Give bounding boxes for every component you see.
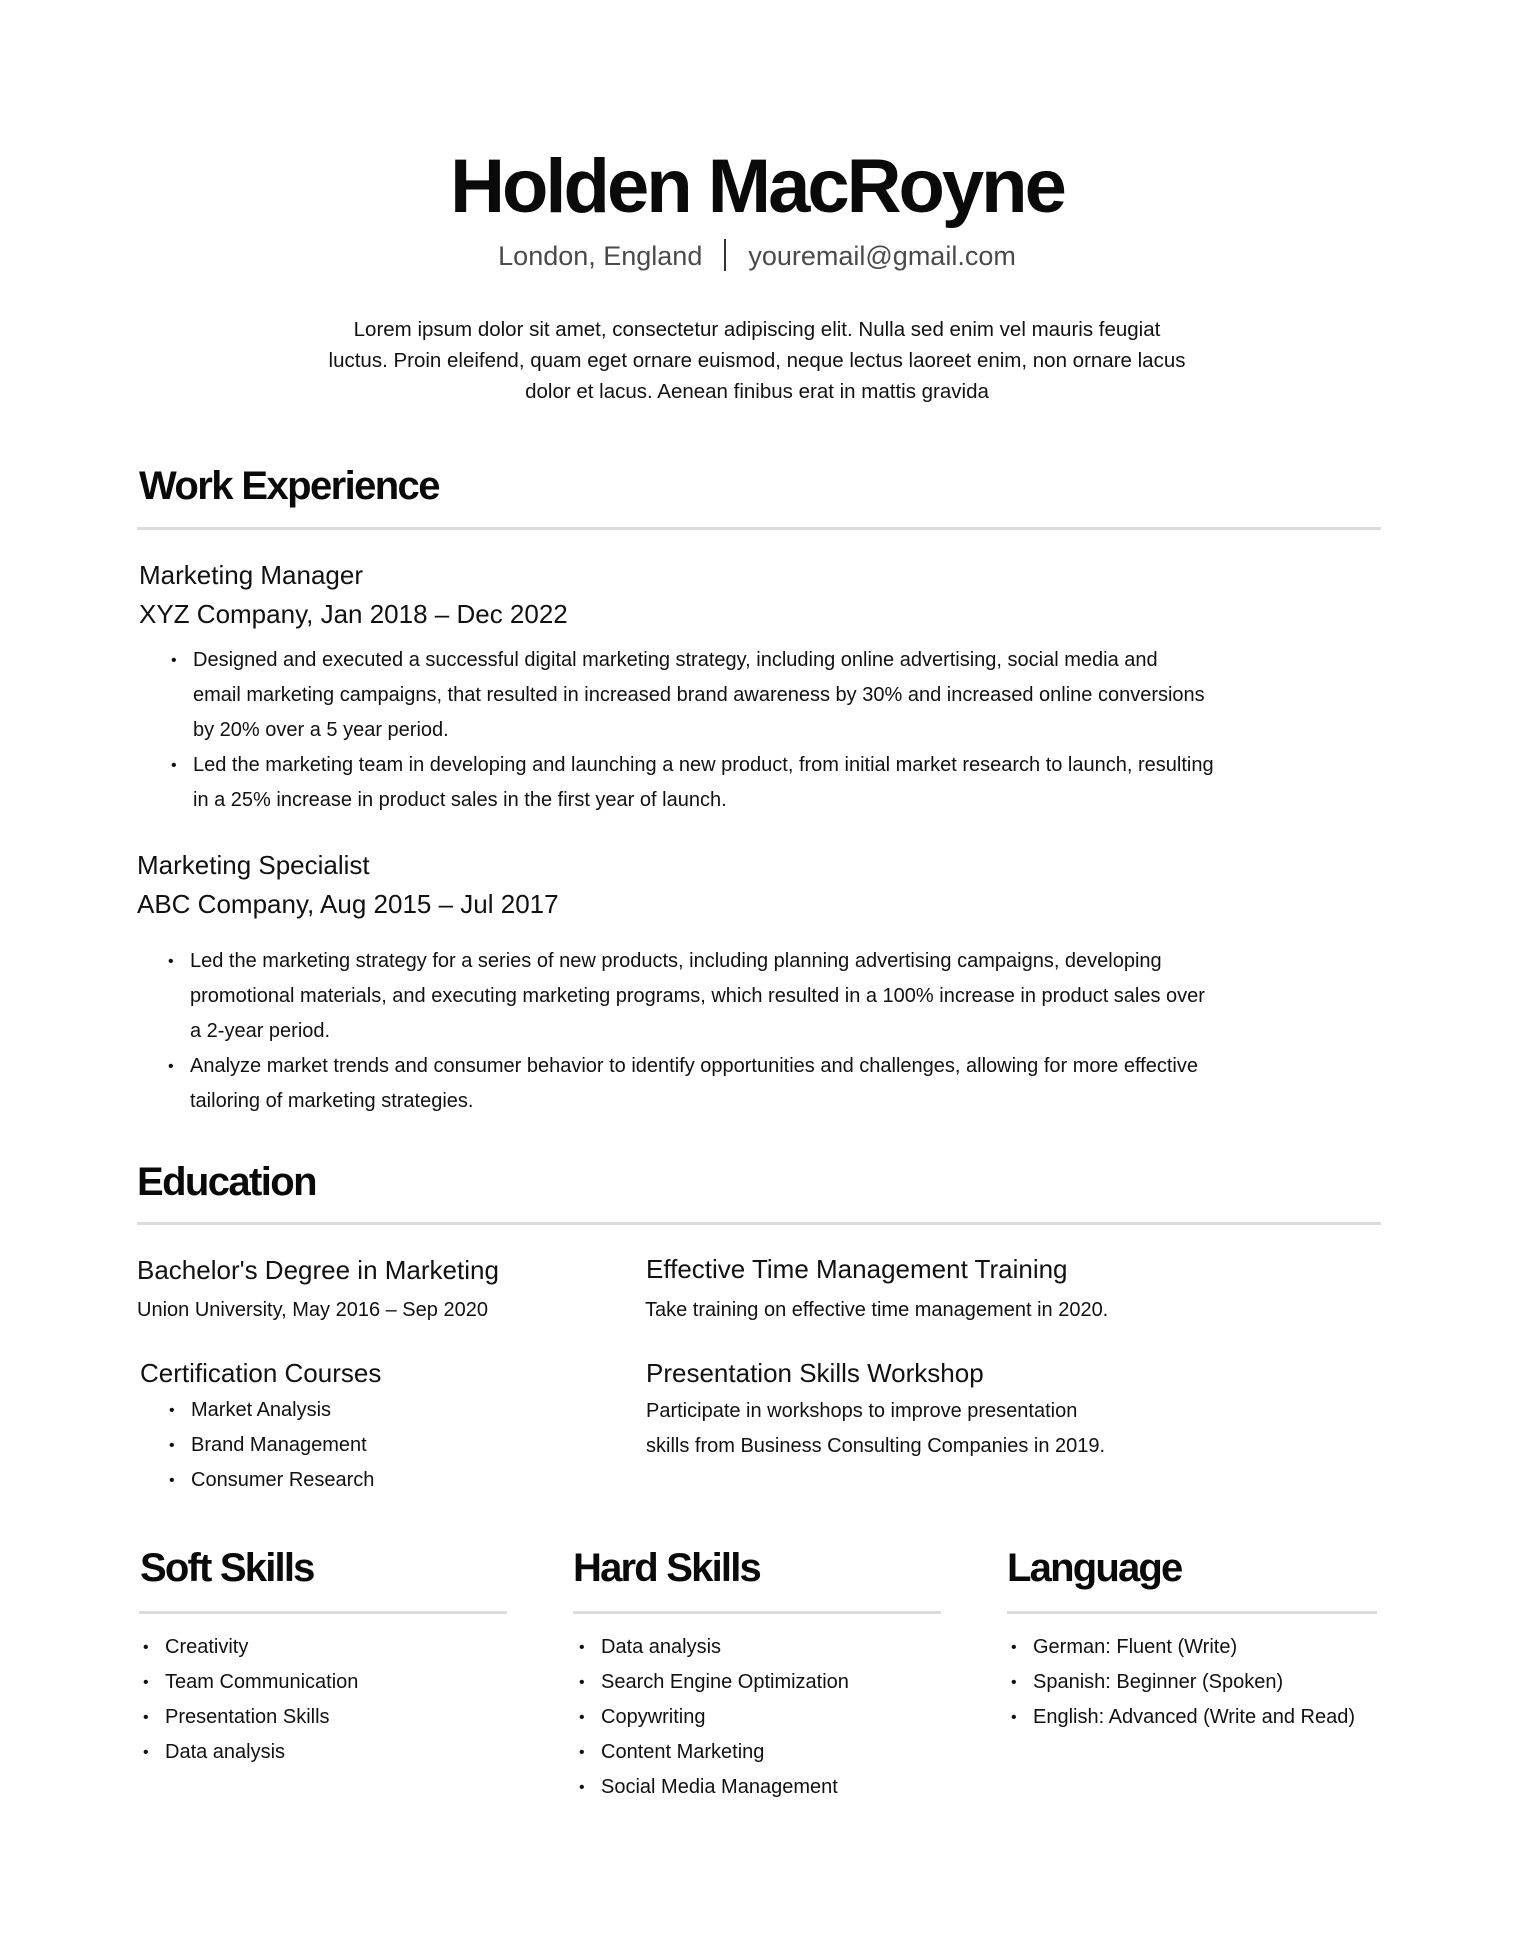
summary-line: Lorem ipsum dolor sit amet, consectetur adipiscing elit. Nulla sed enim vel mauris feugiat xyxy=(353,318,1161,341)
contact-line xyxy=(0,238,1514,274)
certification-title: Certification Courses xyxy=(140,1358,382,1388)
job-company-dates: ABC Company, Aug 2015 – Jul 2017 xyxy=(137,889,559,919)
soft-skill-item: • Presentation Skills xyxy=(143,1700,483,1735)
soft-skills-list xyxy=(143,1630,483,1770)
work-experience-heading: Work Experience xyxy=(139,464,439,508)
hard-skill-item: • Search Engine Optimization xyxy=(579,1665,939,1700)
certification-item: • Consumer Research xyxy=(169,1463,529,1498)
soft-skill-item: • Creativity xyxy=(143,1630,483,1665)
bullet-line: • Led the marketing strategy for a series of new products, including planning advertising campaigns, developing xyxy=(190,950,1162,972)
hard-skills-list xyxy=(579,1630,939,1805)
hard-skill-item: • Social Media Management xyxy=(579,1770,939,1805)
bullet-line: tailoring of marketing strategies. xyxy=(190,1090,474,1112)
job-company-dates: XYZ Company, Jan 2018 – Dec 2022 xyxy=(139,599,568,629)
job-bullet xyxy=(168,944,1358,1049)
hard-skill-item: • Data analysis xyxy=(579,1630,939,1665)
job-bullet-list xyxy=(171,643,1351,818)
degree-title: Bachelor's Degree in Marketing xyxy=(137,1255,499,1285)
job-bullet xyxy=(171,748,1351,818)
training-title: Effective Time Management Training xyxy=(646,1254,1068,1284)
language-item: • Spanish: Beginner (Spoken) xyxy=(1011,1665,1411,1700)
section-divider xyxy=(137,527,1381,530)
bullet-line: • Led the marketing team in developing and launching a new product, from initial market research to launch, resulting xyxy=(193,754,1214,776)
language-item: • German: Fluent (Write) xyxy=(1011,1630,1411,1665)
profile-summary xyxy=(290,314,1224,407)
workshop-detail-line: Participate in workshops to improve presentation xyxy=(646,1400,1078,1422)
bullet-line: • Analyze market trends and consumer behavior to identify opportunities and challenges, allowing for more effective xyxy=(190,1055,1198,1077)
workshop-detail-line: skills from Business Consulting Companies in 2019. xyxy=(646,1435,1106,1457)
bullet-line: in a 25% increase in product sales in the first year of launch. xyxy=(193,789,727,811)
bullet-line: • Designed and executed a successful digital marketing strategy, including online advertising, social media and xyxy=(193,649,1158,671)
bullet-line: by 20% over a 5 year period. xyxy=(193,719,449,741)
job-title: Marketing Specialist xyxy=(137,850,370,880)
training-detail: Take training on effective time management in 2020. xyxy=(645,1299,1109,1321)
summary-line: dolor et lacus. Aenean finibus erat in mattis gravida xyxy=(525,380,989,403)
soft-skills-heading: Soft Skills xyxy=(140,1546,314,1590)
soft-skill-item: • Team Communication xyxy=(143,1665,483,1700)
soft-skill-item: • Data analysis xyxy=(143,1735,483,1770)
candidate-name: Holden MacRoyne xyxy=(450,144,1064,229)
certification-item: • Brand Management xyxy=(169,1428,529,1463)
section-divider xyxy=(573,1611,941,1614)
job-bullet-list xyxy=(168,944,1358,1119)
job-title: Marketing Manager xyxy=(139,560,363,590)
section-divider xyxy=(1007,1611,1377,1614)
bullet-line: promotional materials, and executing marketing programs, which resulted in a 100% increase in product sales over xyxy=(190,985,1205,1007)
hard-skill-item: • Content Marketing xyxy=(579,1735,939,1770)
education-heading: Education xyxy=(137,1160,316,1204)
location-text: London, England xyxy=(498,241,703,271)
language-item: • English: Advanced (Write and Read) xyxy=(1011,1700,1411,1735)
degree-detail: Union University, May 2016 – Sep 2020 xyxy=(137,1299,488,1321)
language-list xyxy=(1011,1630,1411,1735)
workshop-detail xyxy=(646,1394,1105,1464)
section-divider xyxy=(137,1222,1381,1225)
section-divider xyxy=(139,1611,507,1614)
bullet-line: a 2-year period. xyxy=(190,1020,331,1042)
hard-skill-item: • Copywriting xyxy=(579,1700,939,1735)
language-heading: Language xyxy=(1007,1546,1182,1590)
certification-list xyxy=(169,1393,529,1498)
hard-skills-heading: Hard Skills xyxy=(573,1546,760,1590)
certification-item: • Market Analysis xyxy=(169,1393,529,1428)
job-bullet xyxy=(168,1049,1358,1119)
workshop-title: Presentation Skills Workshop xyxy=(646,1358,984,1388)
summary-line: luctus. Proin eleifend, quam eget ornare euismod, neque lectus laoreet enim, non ornare lacus xyxy=(328,349,1186,372)
job-bullet xyxy=(171,643,1351,748)
email-text: youremail@gmail.com xyxy=(748,241,1016,271)
bullet-line: email marketing campaigns, that resulted in increased brand awareness by 30% and increased online conversions xyxy=(193,684,1205,706)
contact-divider xyxy=(724,239,726,271)
